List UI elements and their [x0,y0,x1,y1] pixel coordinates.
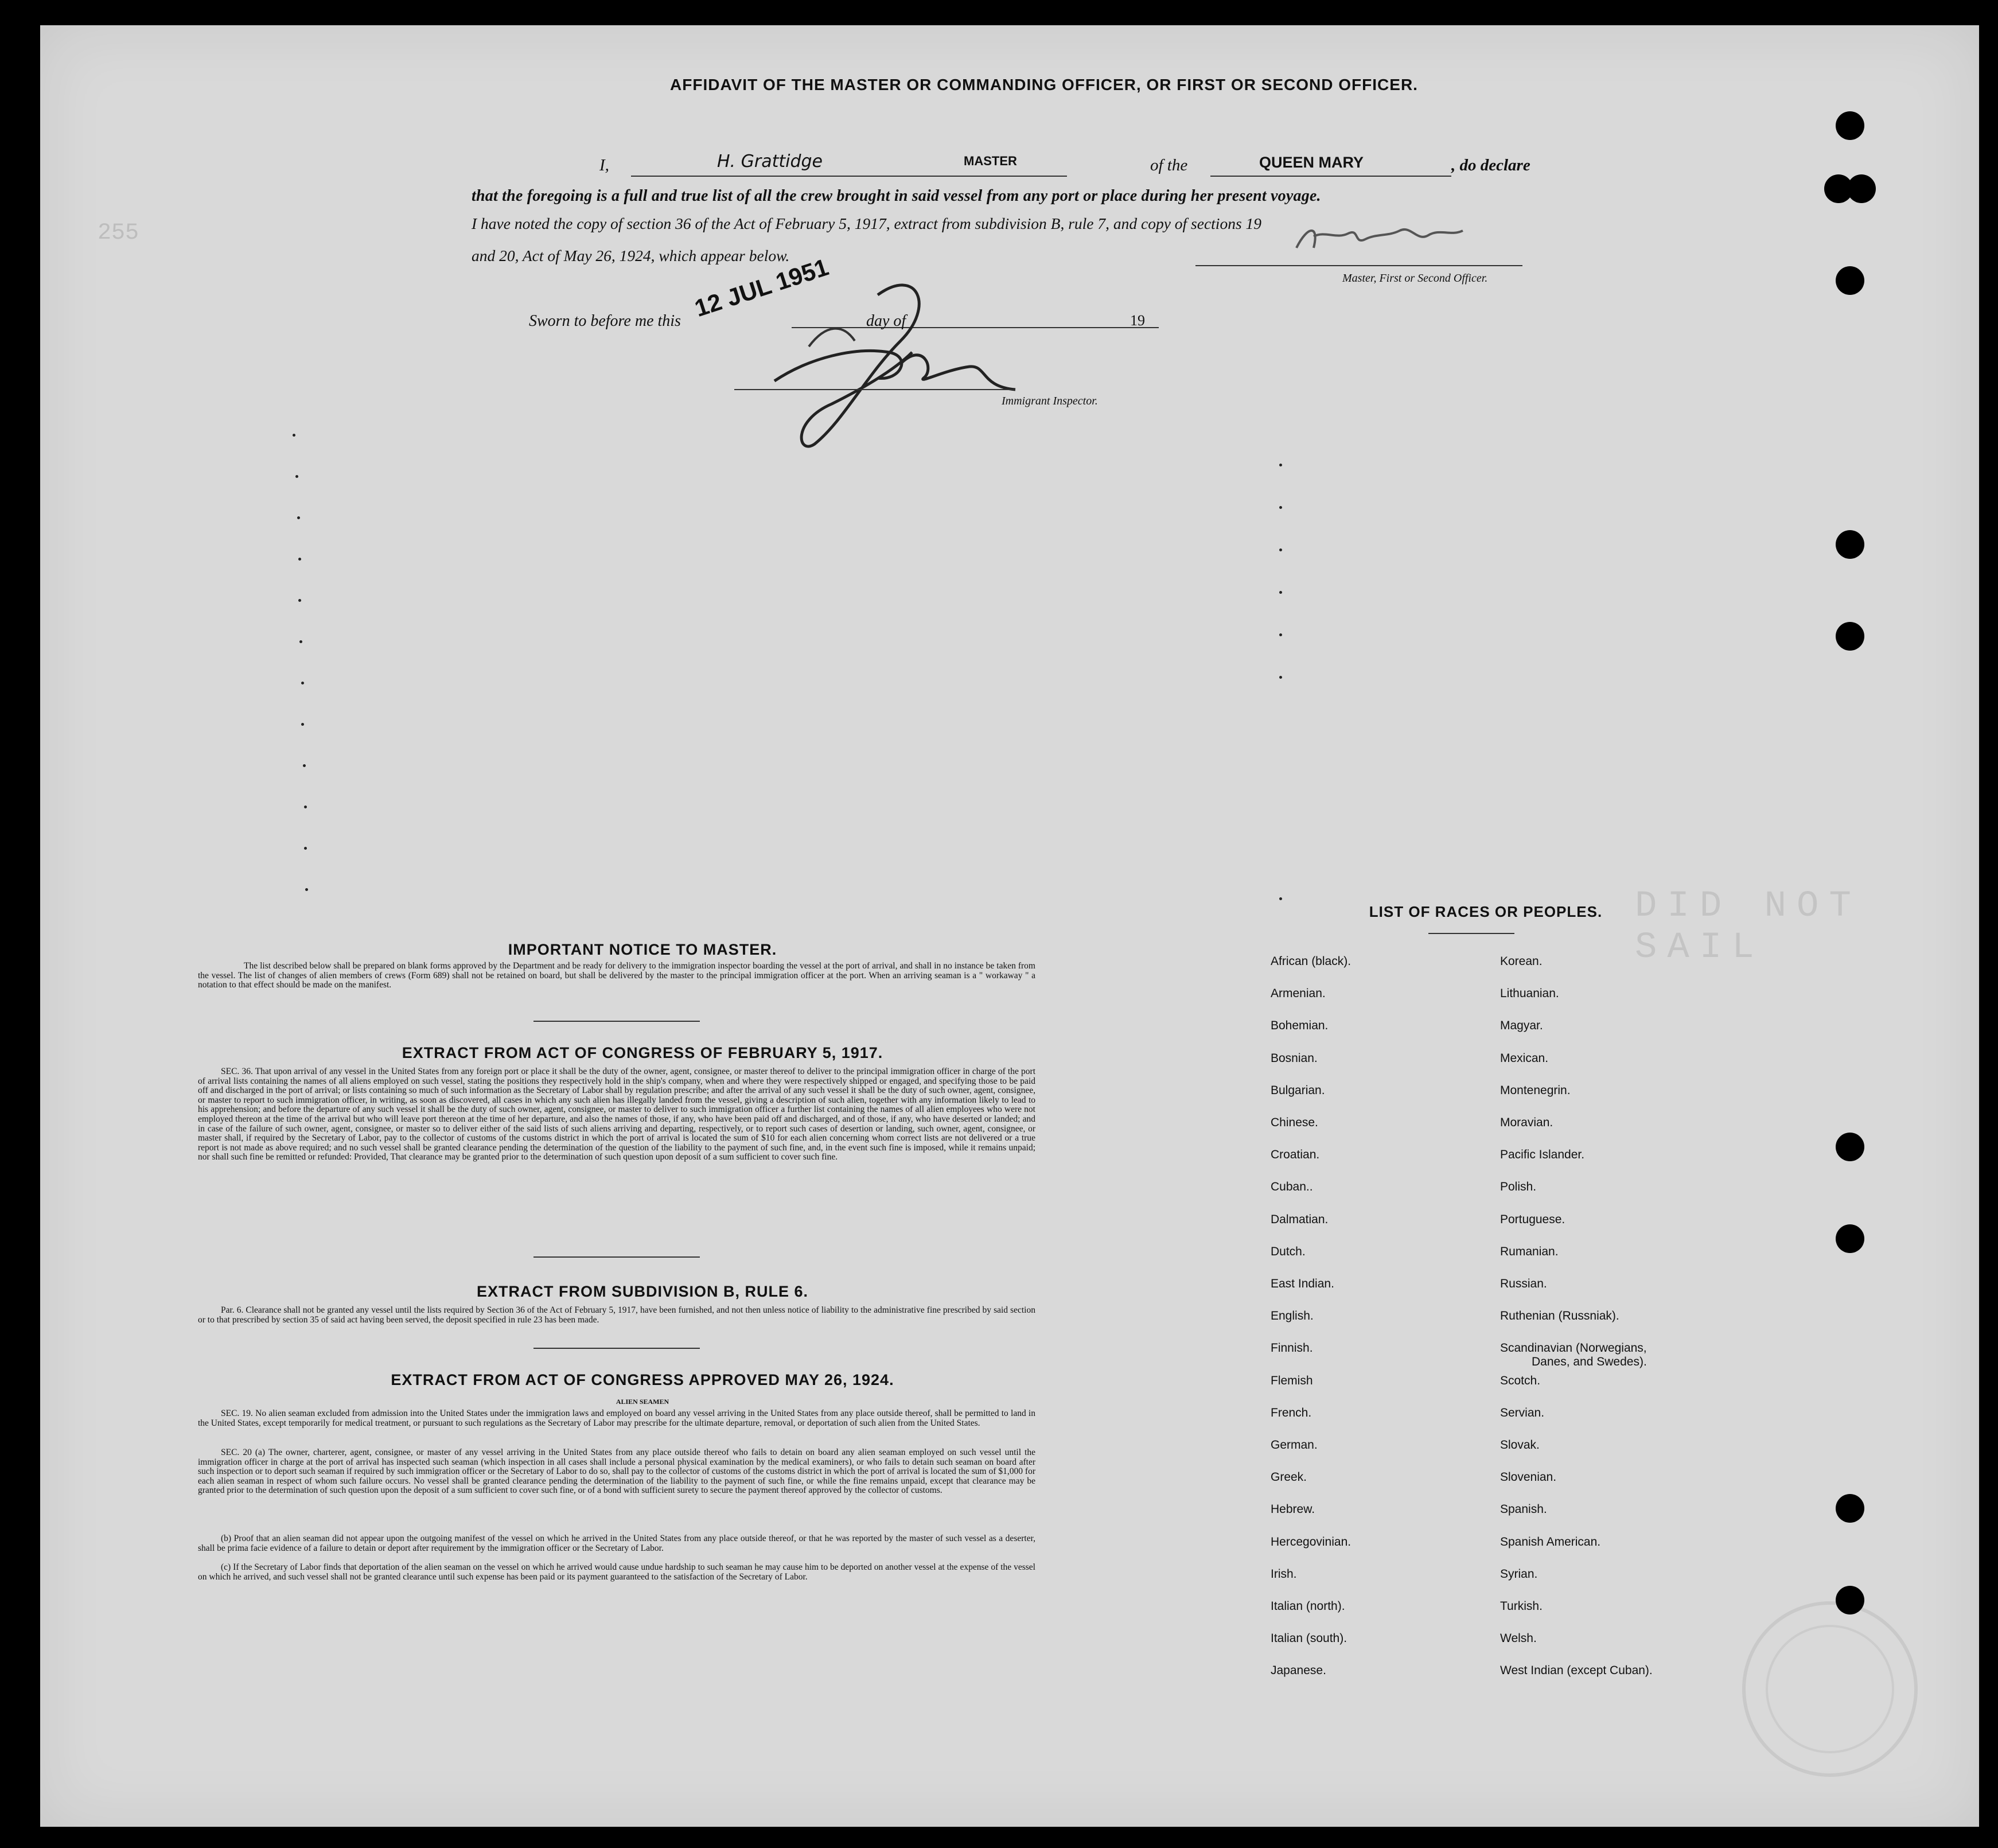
extract-1924-subtitle: ALIEN SEAMEN [616,1398,669,1406]
race-entry: Montenegrin. [1500,1083,1571,1097]
binder-hole [1836,622,1864,651]
race-entry: Flemish [1271,1374,1313,1387]
rank-value: MASTER [964,154,1017,168]
dot-17 [1279,633,1282,636]
race-entry: East Indian. [1271,1277,1334,1290]
dot-11 [304,847,307,850]
race-entry: Dutch. [1271,1244,1306,1258]
subdivision-divider [533,1348,700,1349]
signer-name: H. Grattidge [717,151,823,172]
dot-5 [298,599,301,602]
dot-7 [301,682,304,684]
dot-12 [305,888,308,891]
affidavit-i: I, [599,156,609,174]
race-entry: Scandinavian (Norwegians, [1500,1341,1647,1355]
vessel-underline [1210,176,1451,177]
race-entry: Chinese. [1271,1116,1318,1129]
race-entry: West Indian (except Cuban). [1500,1664,1653,1678]
notice-title: IMPORTANT NOTICE TO MASTER. [508,941,777,958]
subdivision-title: EXTRACT FROM SUBDIVISION B, RULE 6. [476,1283,809,1300]
binder-hole [1847,174,1876,203]
race-entry: Bosnian. [1271,1051,1318,1065]
dot-10 [304,806,307,808]
race-entry: Lithuanian. [1500,987,1559,1001]
binder-hole [1836,1133,1864,1161]
race-entry: Turkish. [1500,1600,1543,1613]
race-entry: English. [1271,1309,1314,1323]
affidavit-title: AFFIDAVIT OF THE MASTER OR COMMANDING OFFICER, OR FIRST OR SECOND OFFICER. [670,76,1418,94]
name-underline [631,176,1067,177]
affidavit-line-2: that the foregoing is a full and true list of all the crew brought in said vessel from any port or place during her present voyage. [472,187,1321,205]
race-entry: Hebrew. [1271,1503,1315,1516]
binder-hole [1836,1224,1864,1253]
notice-text: The list described below shall be prepared on blank forms approved by the Department and be ready for delivery to the immigration inspector boarding the vessel at the port of arrival, and shall in no instance be taken from the vessel. The list of changes of alien members of crews (Form 689) shall not be retained on board, but shall be delivered by the master to the principal immigration officer at the port. When an arriving seaman is a " workaway " a notation to that effect should be made on the manifest. [198,961,1035,990]
binder-hole [1836,530,1864,559]
dot-4 [298,558,301,561]
master-signature-line [1195,265,1522,266]
year-prefix: 19 [1130,312,1145,329]
date-stamp: 12 JUL 1951 [691,253,832,322]
race-entry: Moravian. [1500,1116,1553,1129]
dot-18 [1279,676,1282,679]
bleed-page-number: 255 [98,220,139,246]
race-entry: Welsh. [1500,1632,1537,1645]
race-entry: Finnish. [1271,1341,1313,1355]
race-entry: Mexican. [1500,1051,1549,1065]
race-entry: African (black). [1271,955,1352,968]
race-entry: Greek. [1271,1470,1307,1484]
dot-15 [1279,548,1282,551]
race-entry: Pacific Islander. [1500,1148,1585,1162]
do-declare-label: , do declare [1451,156,1530,174]
race-entry: Slovak. [1500,1438,1540,1452]
race-entry: Portuguese. [1500,1212,1565,1226]
dot-13 [1279,464,1282,466]
vessel-name: QUEEN MARY [1259,154,1364,171]
extract-1917-text: SEC. 36. That upon arrival of any vessel in the United States from any foreign port or place it shall be the duty of the owner, agent, consignee, or master thereof to deliver to the principal immigration officer in charge of the port of arrival lists containing the names of all aliens employed on such vessel, stating the positions they respectively hold in the ship's company, when and where they were respectively shipped or engaged, and specifying those to be paid off and discharged in the port of arrival; or lists containing so much of such information as the Secretary of Labor shall by regulation prescribe; and after the arrival of any such vessel it shall be the duty of such owner, agent, consignee, or master to report to such immigration officer, in writing, as soon as discovered, all cases in which any such alien has illegally landed from the vessel, giving a description of such alien, together with any information likely to lead to his apprehension; and before the departure of any such vessel it shall be the duty of such owner, agent, consignee, or master to deliver to such immigration officer a further list containing the names of all alien employees who were not employed thereon at the time of the arrival but who will leave port thereon at the time of her departure, and also the names of those, if any, who have been paid off and discharged, and of those, if any, who have deserted or landed; and in case of the failure of such owner, agent, consignee, or master so to deliver either of the said lists of such aliens arriving and departing, respectively, or to report such cases of desertion or landing, such owner, agent, consignee, or master shall, if required by the Secretary of Labor, pay to the collector of customs of the customs district in which the port of arrival is located the sum of $10 for each alien concerning whom correct lists are not delivered or a true report is not made as above required; and no such vessel shall be granted clearance pending the determination of the question of the liability to the payment of such fine, and, in the event such fine is imposed, while it remains unpaid; nor shall such fine be remitted or refunded: Provided, That clearance may be granted prior to the determination of such question upon deposit of a sum sufficient to cover such fine. [198,1067,1035,1162]
races-divider [1428,933,1514,934]
races-title: LIST OF RACES OR PEOPLES. [1369,903,1603,920]
extract-1924-title: EXTRACT FROM ACT OF CONGRESS APPROVED MAY 26, 1924. [391,1371,894,1388]
race-entry: Korean. [1500,955,1543,968]
affidavit-line-1 [562,150,1652,179]
race-entry: Spanish American. [1500,1535,1601,1549]
notice-divider [533,1021,700,1022]
of-the-label: of the [1150,156,1188,174]
sworn-prefix: Sworn to before me this [529,312,681,330]
dot-16 [1279,591,1282,594]
affidavit-line-3: I have noted the copy of section 36 of the Act of February 5, 1917, extract from subdivision B, rule 7, and copy of sections 19 [472,215,1262,232]
extract-1917-divider [533,1256,700,1258]
race-entry: Slovenian. [1500,1470,1557,1484]
inspector-signature [729,272,1027,461]
race-entry: Hercegovinian. [1271,1535,1352,1549]
extract-1924-p3: (b) Proof that an alien seaman did not appear upon the outgoing manifest of the vessel on which he arrived in the United States from any place outside thereof, or that he was reported by the master of such vessel as a deserter, shall be prima facie evidence of a failure to detain or deport after requirement by the immigration officer or the Secretary of Labor. [198,1534,1035,1553]
extract-1924-p4: (c) If the Secretary of Labor finds that deportation of the alien seaman on the vessel on which he arrived would cause undue hardship to such seaman he may cause him to be deported on another vessel at the expense of the vessel on which he arrived, and such vessel shall not be granted clearance until such expense has been paid or its payment guaranteed to the satisfaction of the Secretary of Labor. [198,1562,1035,1582]
race-entry: Bulgarian. [1271,1083,1325,1097]
dot-9 [303,764,306,767]
race-entry: Spanish. [1500,1503,1547,1516]
dot-8 [301,723,304,726]
race-entry: Italian (south). [1271,1632,1347,1645]
race-entry: Servian. [1500,1406,1545,1419]
race-entry: Syrian. [1500,1567,1538,1581]
inspector-caption: Immigrant Inspector. [1002,395,1098,407]
race-entry: Italian (north). [1271,1600,1345,1613]
binder-hole [1836,1586,1864,1614]
extract-1917-title: EXTRACT FROM ACT OF CONGRESS OF FEBRUARY 5, 1917. [402,1044,883,1061]
dot-1 [293,434,295,437]
bleed-did-not-sail: DID NOT SAIL [1635,886,1861,968]
race-entry: Scotch. [1500,1374,1541,1387]
race-entry: Rumanian. [1500,1244,1559,1258]
master-caption: Master, First or Second Officer. [1342,272,1488,285]
race-entry: French. [1271,1406,1312,1419]
race-entry: Dalmatian. [1271,1212,1329,1226]
binder-hole [1836,111,1864,140]
subdivision-text: Par. 6. Clearance shall not be granted any vessel until the lists required by Section 36 of the Act of February 5, 1917, have been furnished, and not then unless notice of liability to the administrative fine prescribed by said section or to that prescribed by section 35 of said act having been served, the deposit specified in rule 23 has been made. [198,1305,1035,1325]
race-entry: Armenian. [1271,987,1326,1001]
dot-19 [1279,897,1282,900]
race-entry: Polish. [1500,1180,1537,1194]
inspector-signature-line [734,389,1015,390]
extract-1924-p2: SEC. 20 (a) The owner, charterer, agent, consignee, or master of any vessel arriving in the United States from any place outside thereof who fails to detain on board any alien seaman employed on such vessel until the immigration officer in charge at the port of arrival has inspected such seaman (which inspection in all cases shall include a personal physical examination by the medical examiners), or who fails to detain such seaman on board after such inspection or to deport such seaman if required by such immigration officer or the Secretary of Labor to do so, shall pay to the collector of customs of the customs district in which the port of arrival is located the sum of $1,000 for each alien seaman in respect of whom such failure occurs. No vessel shall be granted clearance pending the determination of the liability to the payment of such fine, or while the fine remains unpaid, except that clearance may be granted prior to the determination of such question upon the deposit of a sum sufficient to cover such fine, or of a bond with sufficient surety to secure the payment thereof approved by the collector of customs. [198,1448,1035,1496]
binder-hole [1836,266,1864,295]
race-entry: Bohemian. [1271,1019,1329,1033]
race-entry: Irish. [1271,1567,1297,1581]
binder-hole [1836,1494,1864,1523]
affidavit-line-4: and 20, Act of May 26, 1924, which appear below. [472,247,790,264]
race-entry: Danes, and Swedes). [1532,1355,1647,1369]
race-entry: Japanese. [1271,1664,1326,1678]
race-entry: Cuban.. [1271,1180,1313,1194]
dot-6 [299,640,302,643]
race-entry: Russian. [1500,1277,1547,1290]
dot-14 [1279,506,1282,509]
extract-1924-p1: SEC. 19. No alien seaman excluded from admission into the United States under the immigration laws and employed on board any vessel arriving in the United States from any place outside thereof, shall be permitted to land in the United States, except temporarily for medical treatment, or pursuant to such regulations as the Secretary of Labor may prescribe for the ultimate departure, removal, or deportation of such alien from the United States. [198,1409,1035,1428]
race-entry: Magyar. [1500,1019,1543,1033]
race-entry: Ruthenian (Russniak). [1500,1309,1619,1323]
document-page [40,25,1979,1827]
embossed-seal [1738,1597,1922,1781]
day-of-label: day of [866,312,906,330]
race-entry: German. [1271,1438,1318,1452]
race-entry: Croatian. [1271,1148,1320,1162]
dot-2 [295,475,298,478]
master-signature [1291,213,1532,259]
dot-3 [297,516,300,519]
